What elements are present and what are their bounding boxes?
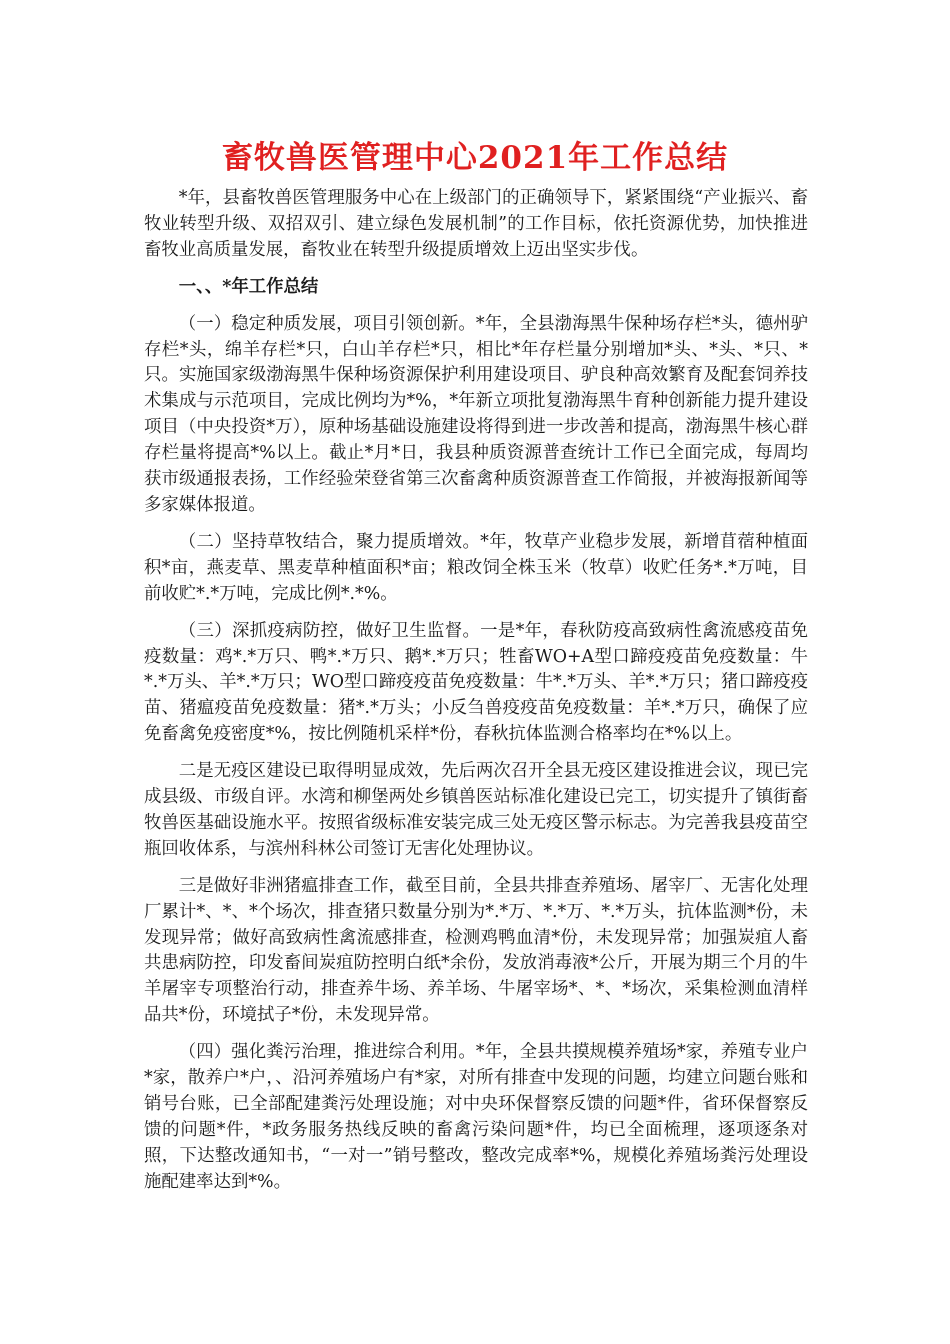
paragraph-1: （一）稳定种质发展，项目引领创新。*年，全县渤海黑牛保种场存栏*头，德州驴存栏*头，绵羊存栏*只，白山羊存栏*只，相比*年存栏量分别增加*头、*头、*只、*只。实施国家级渤海黑牛保种场资源保护利用建设项目、驴良种高效繁育及配套饲养技术集成与示范项目，完成比例均为*%，*年新立项批复渤海黑牛育种创新能力提升建设项目（中央投资*万），原种场基础设施建设将得到进一步改善和提高，渤海黑牛核心群存栏量将提高*%以上。截止*月*日，我县种质资源普查统计工作已全面完成，每周均获市级通报表扬，工作经验荣登省第三次畜禽种质资源普查工作简报，并被海报新闻等多家媒体报道。	[144, 313, 808, 515]
paragraph-3: （三）深抓疫病防控，做好卫生监督。一是*年，春秋防疫高致病性禽流感疫苗免疫数量：鸡*.*万只、鸭*.*万只、鹅*.*万只；牲畜WO+A型口蹄疫疫苗免疫数量：牛*.*万头、羊*.*万只；WO型口蹄疫疫苗免疫数量：牛*.*万头、羊*.*万只；猪口蹄疫疫苗、猪瘟疫苗免疫数量：猪*.*万头；小反刍兽疫疫苗免疫数量：羊*.*万只，确保了应免畜禽免疫密度*%，按比例随机采样*份，春秋抗体监测合格率均在*%以上。	[144, 620, 808, 745]
intro-paragraph: *年，县畜牧兽医管理服务中心在上级部门的正确领导下，紧紧围绕“产业振兴、畜牧业转型升级、双招双引、建立绿色发展机制”的工作目标，依托资源优势，加快推进畜牧业高质量发展，畜牧业在转型升级提质增效上迈出坚实步伐。	[144, 188, 808, 260]
document-title: 畜牧兽医管理中心2021年工作总结	[221, 140, 729, 176]
paragraph-5: 三是做好非洲猪瘟排查工作，截至目前，全县共排查养殖场、屠宰厂、无害化处理厂累计*、*、*个场次，排查猪只数量分别为*.*万、*.*万、*.*万头，抗体监测*份，未发现异常；做好高致病性禽流感排查，检测鸡鸭血清*份，未发现异常；加强炭疽人畜共患病防控，印发畜间炭疽防控明白纸*余份，发放消毒液*公斤，开展为期三个月的牛羊屠宰专项整治行动，排查养牛场、养羊场、牛屠宰场*、*、*场次，采集检测血清样品共*份，环境拭子*份，未发现异常。	[144, 875, 808, 1026]
paragraph-6: （四）强化粪污治理，推进综合利用。*年，全县共摸规模养殖场*家，养殖专业户*家，散养户*户，、沿河养殖场户有*家，对所有排查中发现的问题，均建立问题台账和销号台账，已全部配建粪污处理设施；对中央环保督察反馈的问题*件，省环保督察反馈的问题*件，*政务服务热线反映的畜禽污染问题*件，均已全面梳理，逐项逐条对照，下达整改通知书，“一对一”销号整改，整改完成率*%，规模化养殖场粪污处理设施配建率达到*%。	[144, 1042, 808, 1192]
section-heading: 一、、*年工作总结	[178, 276, 319, 297]
paragraph-4: 二是无疫区建设已取得明显成效，先后两次召开全县无疫区建设推进会议，现已完成县级、市级自评。水湾和柳堡两处乡镇兽医站标准化建设已完工，切实提升了镇街畜牧兽医基础设施水平。按照省级标准安装完成三处无疫区警示标志。为完善我县疫苗空瓶回收体系，与滨州科林公司签订无害化处理协议。	[144, 761, 808, 859]
document-body	[144, 186, 808, 1207]
paragraph-2: （二）坚持草牧结合，聚力提质增效。*年，牧草产业稳步发展，新增苜蓿种植面积*亩，燕麦草、黑麦草种植面积*亩；粮改饲全株玉米（牧草）收贮任务*.*万吨，目前收贮*.*万吨，完成比例*.*%。	[144, 531, 808, 604]
